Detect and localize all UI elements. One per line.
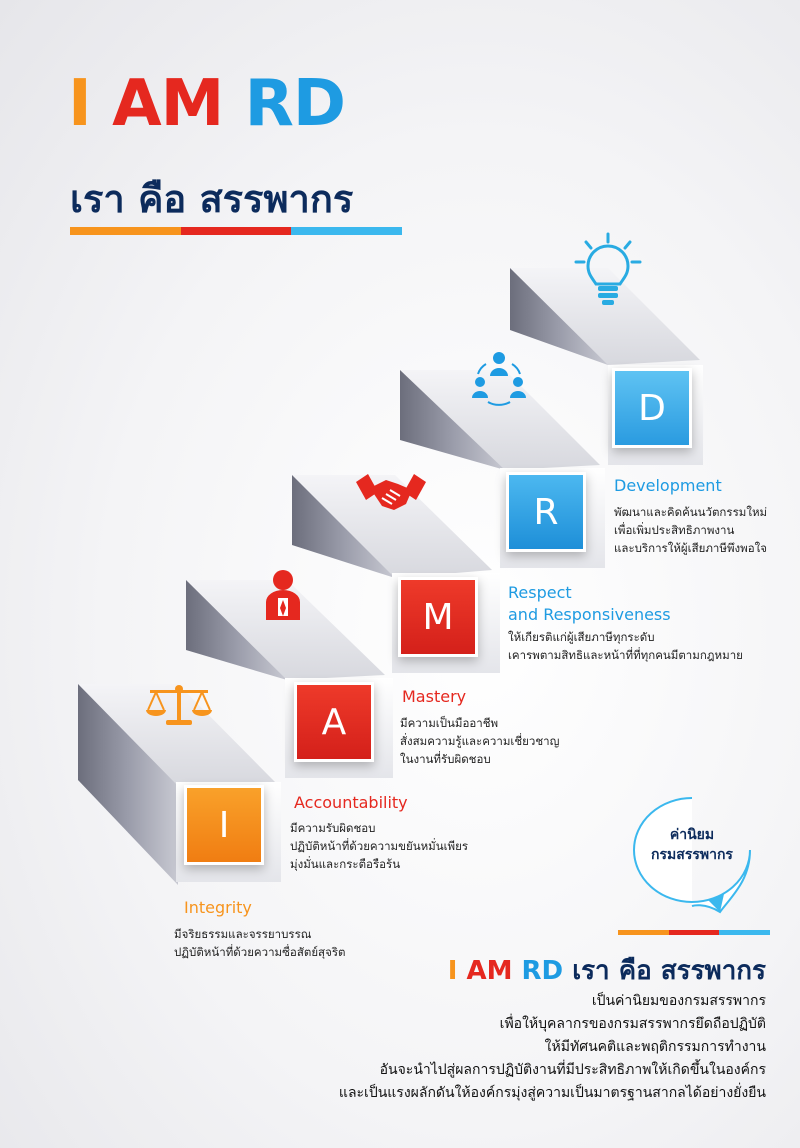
footer-description [339, 990, 766, 1105]
desc-line: เคารพตามสิทธิและหน้าที่ที่ทุกคนมีตามกฎหมาย [508, 648, 743, 662]
title-line: Respect [508, 583, 572, 602]
footer-title [448, 950, 766, 991]
value-desc-accountability [290, 819, 468, 873]
title-letter-i: I [68, 67, 91, 141]
footer-line: และเป็นแรงผลักดันให้องค์กรมุ่งสู่ความเป็นมาตรฐานสากลได้อย่างยั่งยืน [338, 1085, 766, 1101]
main-title [68, 67, 345, 141]
letter-box-d: D [612, 368, 692, 448]
footer-title-thai: เรา คือ สรรพากร [572, 956, 766, 986]
badge-text [612, 825, 772, 865]
desc-line: และบริการให้ผู้เสียภาษีพึงพอใจ [614, 541, 767, 555]
letter-box-m: M [398, 577, 478, 657]
scales-icon [142, 682, 216, 728]
value-desc-development [614, 503, 767, 557]
desc-line: ให้เกียรติแก่ผู้เสียภาษีทุกระดับ [508, 630, 655, 644]
value-title-integrity: Integrity [184, 898, 252, 917]
value-desc-integrity [174, 925, 345, 961]
value-desc-mastery [400, 714, 559, 768]
footer-line: เพื่อให้บุคลากรของกรมสรรพากรยึดถือปฏิบัติ [499, 1016, 766, 1032]
value-title-development: Development [614, 476, 722, 495]
title-letters-am: AM [112, 67, 224, 141]
desc-line: มีความเป็นมืออาชีพ [400, 716, 499, 730]
value-desc-respect [508, 628, 743, 664]
footer-title-am: AM [466, 956, 513, 986]
footer-line: เป็นค่านิยมของกรมสรรพากร [591, 993, 766, 1009]
value-title-mastery: Mastery [402, 687, 467, 706]
title-line: and Responsiveness [508, 605, 671, 624]
small-tricolor-divider [618, 930, 770, 935]
desc-line: มีความรับผิดชอบ [290, 821, 376, 835]
badge-line: ค่านิยม [669, 827, 715, 843]
footer-title-i: I [447, 956, 458, 986]
desc-line: ปฏิบัติหน้าที่ด้วยความซื่อสัตย์สุจริต [174, 945, 346, 959]
footer-line: ให้มีทัศนคติและพฤติกรรมการทำงาน [544, 1039, 766, 1055]
desc-line: เพื่อเพิ่มประสิทธิภาพงาน [614, 523, 735, 537]
desc-line: ปฏิบัติหน้าที่ด้วยความขยันหมั่นเพียร [290, 839, 469, 853]
title-letters-rd: RD [244, 67, 345, 141]
letter-box-a: A [294, 682, 374, 762]
footer-title-rd: RD [521, 956, 564, 986]
value-title-accountability: Accountability [294, 793, 408, 812]
letter-box-i: I [184, 785, 264, 865]
team-icon [468, 350, 530, 406]
value-title-respect [508, 582, 671, 626]
lightbulb-icon [574, 232, 642, 310]
footer-line: อันจะนำไปสู่ผลการปฏิบัติงานที่มีประสิทธิภาพให้เกิดขึ้นในองค์กร [379, 1062, 766, 1078]
badge-line: กรมสรรพากร [651, 847, 733, 863]
desc-line: ในงานที่รับผิดชอบ [400, 752, 491, 766]
desc-line: พัฒนาและคิดค้นนวัตกรรมใหม่ [614, 505, 768, 519]
page-subtitle: เรา คือ สรรพากร [70, 177, 354, 221]
desc-line: สั่งสมความรู้และความเชี่ยวชาญ [400, 734, 560, 748]
handshake-icon [356, 470, 426, 516]
desc-line: มุ่งมั่นและกระตือรือร้น [290, 857, 401, 871]
person-icon [263, 568, 303, 624]
letter-box-r: R [506, 472, 586, 552]
desc-line: มีจริยธรรมและจรรยาบรรณ [174, 927, 312, 941]
